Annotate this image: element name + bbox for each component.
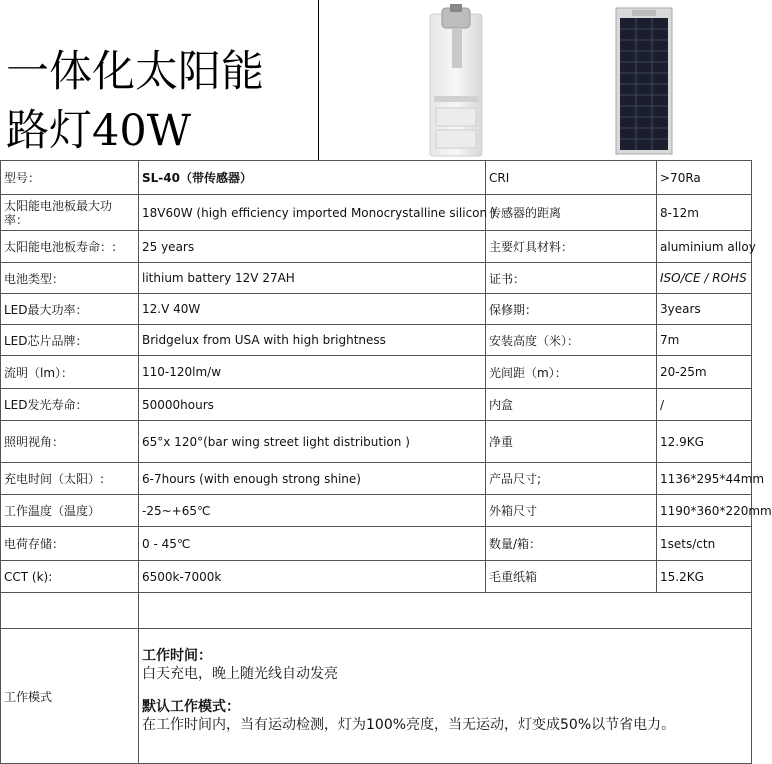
- spec-value: 8-12m: [657, 195, 752, 231]
- spec-empty-row: [1, 593, 752, 629]
- spec-label: 照明视角：: [1, 421, 139, 463]
- spec-label: 证书：: [486, 263, 657, 294]
- spec-table: [0, 160, 772, 764]
- spec-label: 保修期：: [486, 294, 657, 325]
- spec-label: 型号：: [1, 161, 139, 195]
- spec-row: [1, 195, 752, 231]
- spec-value: 1190*360*220mm: [657, 495, 752, 527]
- spec-label: 主要灯具材料：: [486, 231, 657, 263]
- spec-label: 内盒: [486, 389, 657, 421]
- spec-value: lithium battery 12V 27AH: [139, 263, 486, 294]
- spec-label: 光间距（m）：: [486, 356, 657, 389]
- spec-label: 毛重纸箱: [486, 561, 657, 593]
- spec-value: 110-120lm/w: [139, 356, 486, 389]
- empty-cell: [139, 593, 752, 629]
- spec-value: 1sets/ctn: [657, 527, 752, 561]
- spec-label: LED最大功率：: [1, 294, 139, 325]
- spec-label: 净重: [486, 421, 657, 463]
- spec-row: [1, 231, 752, 263]
- header: [0, 0, 750, 161]
- spec-row: [1, 325, 752, 356]
- spec-value: 12.V 40W: [139, 294, 486, 325]
- spec-row: [1, 294, 752, 325]
- spec-value: 50000hours: [139, 389, 486, 421]
- spec-label: 电池类型：: [1, 263, 139, 294]
- product-title-line2: 路灯40W: [6, 106, 191, 156]
- spec-value: Bridgelux from USA with high brightness: [139, 325, 486, 356]
- spec-row: [1, 421, 752, 463]
- work-time-heading: 工作时间：: [142, 648, 212, 664]
- spec-value: 65°x 120°(bar wing street light distribution ): [139, 421, 486, 463]
- spec-value: 6500k-7000k: [139, 561, 486, 593]
- spec-label: 太阳能电池板寿命：:: [1, 231, 139, 263]
- spec-label: 流明（lm）：: [1, 356, 139, 389]
- spec-row: [1, 389, 752, 421]
- spec-label: 工作温度（温度）: [1, 495, 139, 527]
- spec-label: 传感器的距离: [486, 195, 657, 231]
- spec-value: 7m: [657, 325, 752, 356]
- spec-row: [1, 263, 752, 294]
- spec-label: LED发光寿命：: [1, 389, 139, 421]
- spec-row: [1, 561, 752, 593]
- spec-label: 产品尺寸;: [486, 463, 657, 495]
- street-lamp-image: [428, 4, 484, 156]
- spec-value: 1136*295*44mm: [657, 463, 752, 495]
- spec-label: 安装高度（米）：: [486, 325, 657, 356]
- spec-value: /: [657, 389, 752, 421]
- spacer: [142, 684, 748, 698]
- work-time-text: 白天充电，晚上随光线自动发亮: [142, 666, 338, 682]
- spec-value: -25~+65℃: [139, 495, 486, 527]
- spec-value: SL-40（带传感器）: [139, 161, 486, 195]
- spec-value: 3years: [657, 294, 752, 325]
- spec-label: CCT (k):: [1, 561, 139, 593]
- spec-row: [1, 527, 752, 561]
- spec-value: 0 - 45℃: [139, 527, 486, 561]
- empty-cell: [1, 593, 139, 629]
- default-mode-heading: 默认工作模式：: [142, 699, 240, 715]
- work-mode-label: 工作模式: [1, 629, 139, 764]
- header-divider: [318, 0, 319, 161]
- spec-label: 外箱尺寸: [486, 495, 657, 527]
- spec-label: CRI: [486, 161, 657, 195]
- spec-value: aluminium alloy: [657, 231, 752, 263]
- spec-label: 电荷存储：: [1, 527, 139, 561]
- product-title-line1: 一体化太阳能: [6, 47, 264, 97]
- spec-value: 20-25m: [657, 356, 752, 389]
- spec-label: 充电时间（太阳）:: [1, 463, 139, 495]
- default-mode-text: 在工作时间内，当有运动检测，灯为100%亮度，当无运动，灯变成50%以节省电力。: [142, 717, 676, 733]
- spec-value: 12.9KG: [657, 421, 752, 463]
- spec-value: ISO/CE / ROHS: [657, 263, 752, 294]
- spec-value: 25 years: [139, 231, 486, 263]
- spec-label: 太阳能电池板最大功率：: [1, 195, 139, 231]
- spec-value: 6-7hours (with enough strong shine): [139, 463, 486, 495]
- solar-panel-image: [616, 8, 672, 154]
- spec-row: [1, 161, 752, 195]
- spec-row: [1, 463, 752, 495]
- spec-value: 18V60W (high efficiency imported Monocrystalline silicon ): [139, 195, 486, 231]
- spec-row: [1, 495, 752, 527]
- work-mode-content: [139, 629, 752, 764]
- spec-value: >70Ra: [657, 161, 752, 195]
- spec-value: 15.2KG: [657, 561, 752, 593]
- spec-label: 数量/箱：: [486, 527, 657, 561]
- work-mode-row: [1, 629, 752, 764]
- spec-label: LED芯片品牌：: [1, 325, 139, 356]
- spec-row: [1, 356, 752, 389]
